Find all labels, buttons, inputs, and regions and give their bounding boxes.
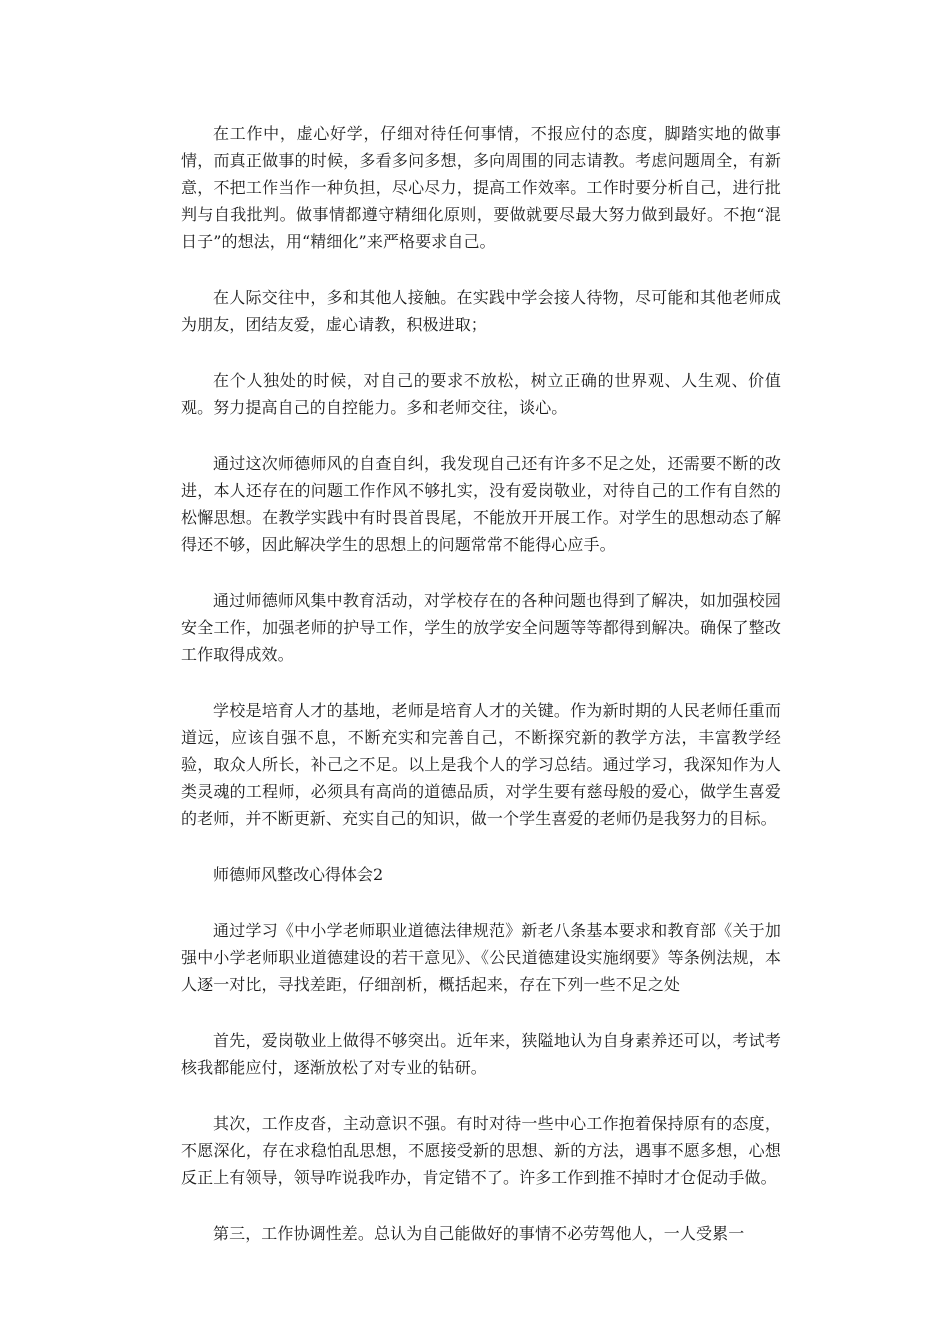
paragraph-interpersonal: 在人际交往中，多和其他人接触。在实践中学会接人待物，尽可能和其他老师成为朋友，团结友爱，虚心请教，积极进取； [181, 288, 781, 334]
paragraph-summary: 学校是培育人才的基地，老师是培育人才的关键。作为新时期的人民老师任重而道远，应该自强不息，不断充实和完善自己，不断探究新的教学方法，丰富教学经验，取众人所长，补己之不足。以上是我个人的学习总结。通过学习，我深知作为人类灵魂的工程师，必须具有高尚的道德品质，对学生要有慈母般的爱心，做学生喜爱的老师，并不断更新、充实自己的知识，做一个学生喜爱的老师仍是我努力的目标。 [181, 701, 781, 828]
paragraph-first-shortcoming: 首先，爱岗敬业上做得不够突出。近年来，狭隘地认为自身素养还可以，考试考核我都能应付，逐渐放松了对专业的钻研。 [181, 1031, 781, 1077]
paragraph-work-attitude: 在工作中，虚心好学，仔细对待任何事情，不报应付的态度，脚踏实地的做事情，而真正做事的时候，多看多问多想，多向周围的同志请教。考虑问题周全，有新意，不把工作当作一种负担，尽心尽力，提高工作效率。工作时要分析自己，进行批判与自我批判。做事情都遵守精细化原则，要做就要尽最大努力做到最好。不抱“混日子”的想法，用“精细化”来严格要求自己。 [181, 124, 781, 251]
paragraph-self-discipline: 在个人独处的时候，对自己的要求不放松，树立正确的世界观、人生观、价值观。努力提高自己的自控能力。多和老师交往，谈心。 [181, 371, 781, 417]
paragraph-study-regulations: 通过学习《中小学老师职业道德法律规范》新老八条基本要求和教育部《关于加强中小学老师职业道德建设的若干意见》、《公民道德建设实施纲要》等条例法规，本人逐一对比，寻找差距，仔细剖析，概括起来，存在下列一些不足之处 [181, 921, 781, 994]
section-title: 师德师风整改心得体会2 [213, 865, 384, 884]
paragraph-self-inspection: 通过这次师德师风的自查自纠，我发现自己还有许多不足之处，还需要不断的改进，本人还存在的问题工作作风不够扎实，没有爱岗敬业，对待自己的工作有自然的松懈思想。在教学实践中有时畏首畏尾，不能放开开展工作。对学生的思想动态了解得还不够，因此解决学生的思想上的问题常常不能得心应手。 [181, 454, 781, 554]
paragraph-education-activity: 通过师德师风集中教育活动，对学校存在的各种问题也得到了解决，如加强校园安全工作，加强老师的护导工作，学生的放学安全问题等等都得到解决。确保了整改工作取得成效。 [181, 591, 781, 664]
document-page [181, 120, 781, 1276]
paragraph-third-shortcoming: 第三，工作协调性差。总认为自己能做好的事情不必劳驾他人，一人受累一 [213, 1224, 745, 1243]
paragraph-second-shortcoming: 其次，工作皮沓，主动意识不强。有时对待一些中心工作抱着保持原有的态度，不愿深化，存在求稳怕乱思想，不愿接受新的思想、新的方法，遇事不愿多想，心想反正上有领导，领导咋说我咋办，肯定错不了。许多工作到推不掉时才仓促动手做。 [181, 1114, 781, 1187]
